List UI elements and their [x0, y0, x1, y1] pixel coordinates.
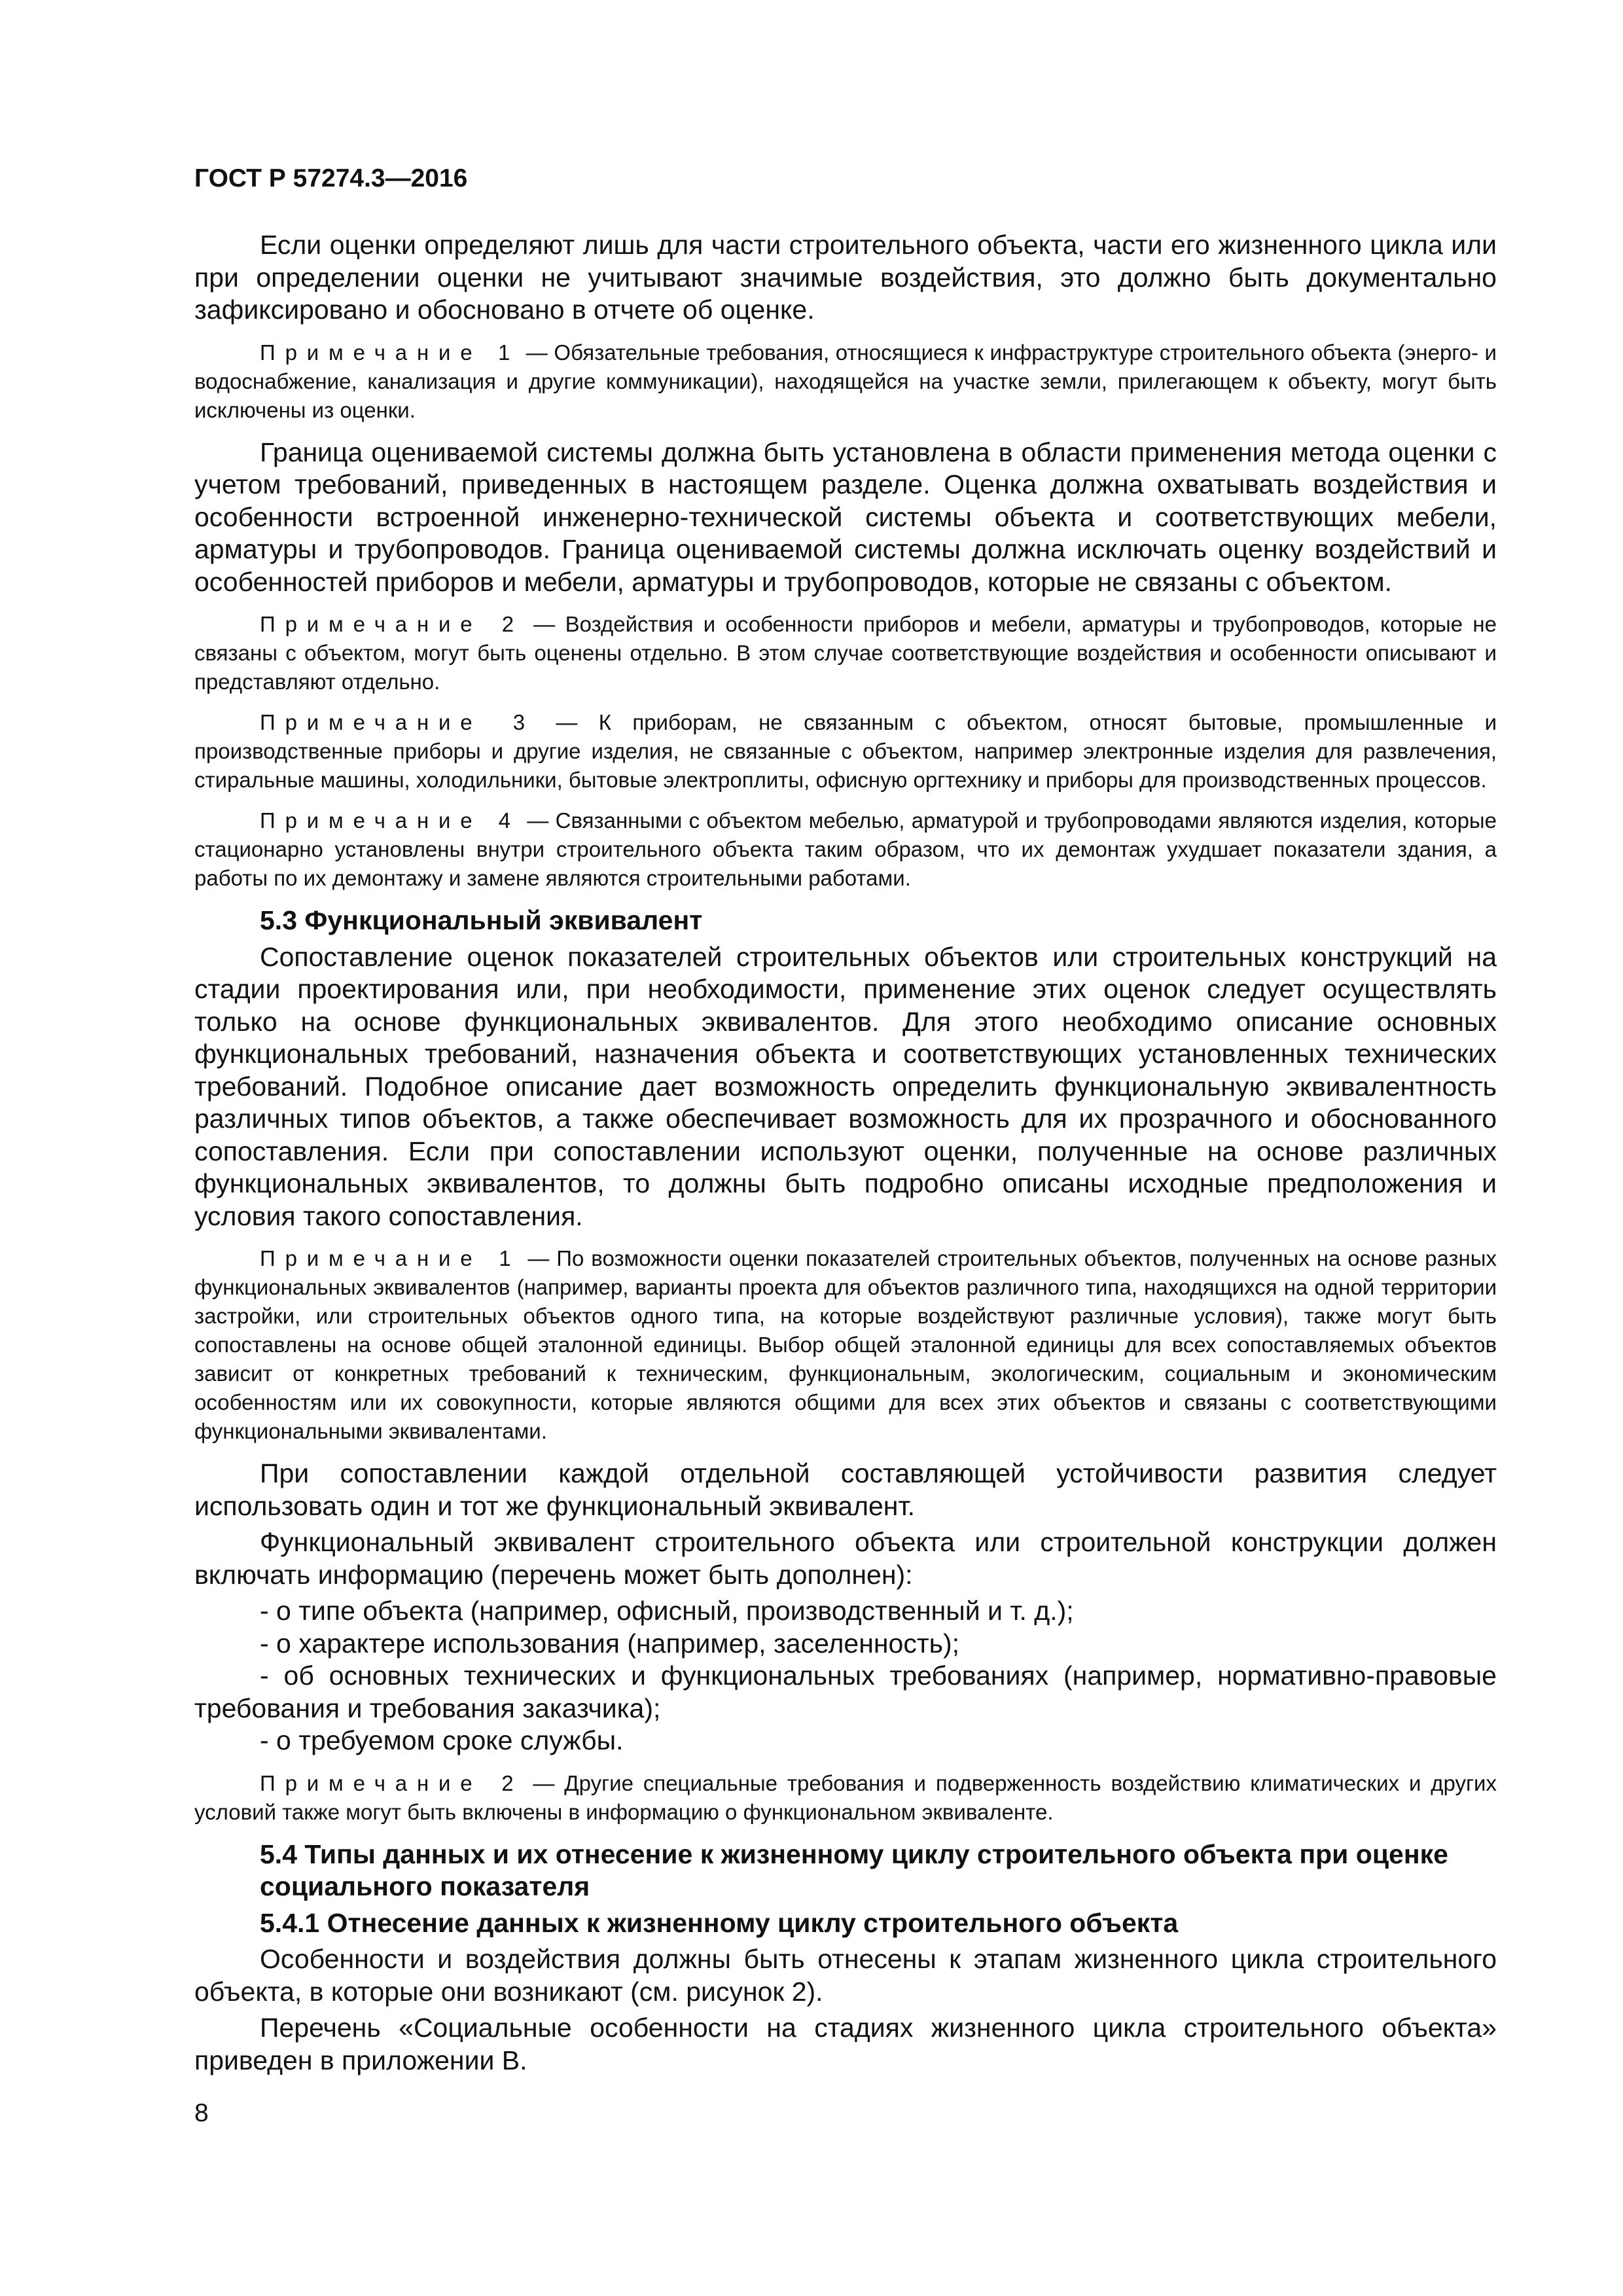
note-text: — К приборам, не связанным с объектом, относят бытовые, промышленные и производственные приборы и другие изделия, не связанные с объектом, например электронные изделия для развлечения, стиральные машины, холодильники, бытовые электроплиты, офисную оргтехнику и приборы для производственных процессов.	[194, 710, 1497, 792]
note-label: Примечание 3	[260, 710, 535, 734]
paragraph: Функциональный эквивалент строительного объекта или строительной конструкции должен включать информацию (перечень может быть дополнен):	[194, 1527, 1497, 1590]
list-item: - о типе объекта (например, офисный, производственный и т. д.);	[260, 1596, 1074, 1626]
document-header: ГОСТ Р 57274.3—2016	[194, 164, 468, 192]
subsection-heading: 5.4.1 Отнесение данных к жизненному циклу строительного объекта	[260, 1907, 1179, 1938]
paragraph: При сопоставлении каждой отдельной составляющей устойчивости развития следует использовать один и тот же функциональный эквивалент.	[194, 1458, 1497, 1521]
document-body	[194, 229, 1497, 2081]
note-label: Примечание 4	[260, 808, 520, 833]
note	[194, 708, 1497, 795]
paragraph: Особенности и воздействия должны быть отнесены к этапам жизненного цикла строительного объекта, в которые они возникают (см. рисунок 2).	[194, 1944, 1497, 2007]
note-text: — Связанными с объектом мебелью, арматурой и трубопроводами являются изделия, которые стационарно установлены внутри строительного объекта таким образом, что их демонтаж ухудшает показатели здания, а работы по их демонтажу и замене являются строительными работами.	[194, 808, 1497, 890]
note	[194, 610, 1497, 696]
section-heading: 5.3 Функциональный эквивалент	[260, 905, 703, 935]
note	[194, 1244, 1497, 1446]
paragraph: Если оценки определяют лишь для части строительного объекта, части его жизненного цикла или при определении оценки не учитывают значимые воздействия, это должно быть документально зафиксировано и обосновано в отчете об оценке.	[194, 230, 1497, 325]
note-label: Примечание 2	[260, 1770, 524, 1795]
note-text: — Обязательные требования, относящиеся к инфраструктуре строительного объекта (энерго- и водоснабжение, канализация и другие коммуникации), находящейся на участке земли, прилегающем к объекту, могут быть исключены из оценки.	[194, 340, 1497, 422]
paragraph: Сопоставление оценок показателей строительных объектов или строительных конструкций на стадии проектирования или, при необходимости, применение этих оценок следует осуществлять только на основе функциональных эквивалентов. Для этого необходимо описание основных функциональных требований, назначения объекта и соответствующих установленных технических требований. Подобное описание дает возможность определить функциональную эквивалентность различных типов объектов, а также обеспечивает возможность для их прозрачного и обоснованного сопоставления. Если при сопоставлении используют оценки, полученные на основе различных функциональных эквивалентов, то должны быть подробно описаны исходные предположения и условия такого сопоставления.	[194, 941, 1497, 1231]
list-item: - о характере использования (например, заселенность);	[260, 1628, 960, 1659]
note-text: — Другие специальные требования и подверженность воздействию климатических и других условий также могут быть включены в информацию о функциональном эквиваленте.	[194, 1770, 1497, 1824]
page-number: 8	[194, 2099, 209, 2127]
paragraph: Перечень «Социальные особенности на стадиях жизненного цикла строительного объекта» приведен в приложении В.	[194, 2013, 1497, 2075]
note	[194, 806, 1497, 893]
section-heading: 5.4 Типы данных и их отнесение к жизненному циклу строительного объекта при оценке социального показателя	[260, 1839, 1448, 1901]
list-item: - об основных технических и функциональных требованиях (например, нормативно-правовые требования и требования заказчика);	[194, 1660, 1497, 1723]
note-label: Примечание 2	[260, 612, 524, 636]
note	[194, 338, 1497, 425]
list-item: - о требуемом сроке службы.	[260, 1725, 624, 1755]
note-text: — Воздействия и особенности приборов и мебели, арматуры и трубопроводов, которые не связаны с объектом, могут быть оценены отдельно. В этом случае соответствующие воздействия и особенности описывают и представляют отдельно.	[194, 612, 1497, 694]
note-text: — По возможности оценки показателей строительных объектов, полученных на основе разных функциональных эквивалентов (например, варианты проекта для объектов различного типа, находящихся на одной территории застройки, или строительных объектов одного типа, на которые воздействуют различные условия), также могут быть сопоставлены на основе общей эталонной единицы. Выбор общей эталонной единицы для всех сопоставляемых объектов зависит от конкретных требований к техническим, функциональным, экологическим, социальным и экономическим особенностям или их совокупности, которые являются общими для всех этих объектов и связаны с соответствующими функциональными эквивалентами.	[194, 1246, 1497, 1443]
note	[194, 1769, 1497, 1827]
paragraph: Граница оцениваемой системы должна быть установлена в области применения метода оценки с учетом требований, приведенных в настоящем разделе. Оценка должна охватывать воздействия и особенности встроенной инженерно-технической системы объекта и соответствующих мебели, арматуры и трубопроводов. Граница оцениваемой системы должна исключать оценку воздействий и особенностей приборов и мебели, арматуры и трубопроводов, которые не связаны с объектом.	[194, 437, 1497, 597]
note-label: Примечание 1	[260, 340, 520, 365]
note-label: Примечание 1	[260, 1246, 521, 1270]
